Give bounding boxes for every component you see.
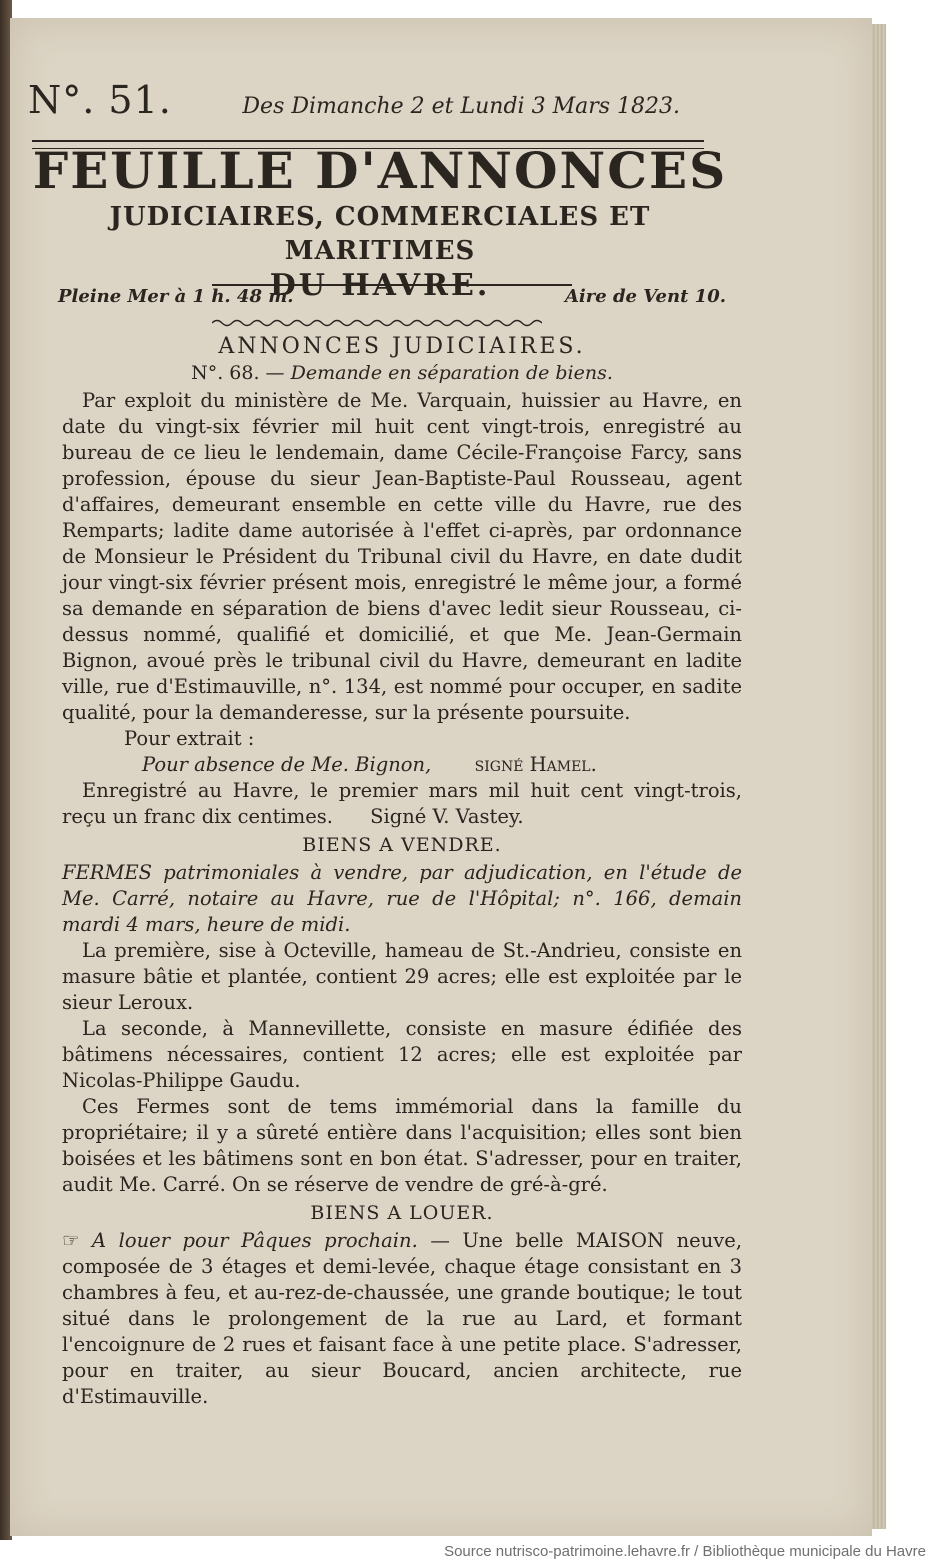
enregistre-text: Enregistré au Havre, le premier mars mil huit cent vingt-trois, reçu un franc dix centimes. bbox=[62, 779, 742, 828]
signe-hamel: signé Hamel. bbox=[474, 753, 597, 776]
vendre-para-1: La première, sise à Octeville, hameau de St.-Andrieu, consiste en masure bâtie et plantée, contient 29 acres; elle est exploitée par le sieur Leroux. bbox=[62, 939, 742, 1014]
signature-line bbox=[62, 752, 742, 778]
section-title-louer: BIENS A LOUER. bbox=[310, 1202, 494, 1224]
issue-number: N°. 51. bbox=[28, 78, 172, 122]
page-edges bbox=[872, 24, 886, 1529]
wind-direction: Aire de Vent 10. bbox=[564, 286, 726, 307]
masthead-title: FEUILLE D'ANNONCES bbox=[32, 141, 728, 200]
masthead-city: DU HAVRE. bbox=[269, 268, 491, 303]
louer-lead: A louer pour Pâques prochain. bbox=[92, 1229, 418, 1252]
vendre-para-2: La seconde, à Mannevillette, consiste en masure édifiée des bâtimens nécessaires, contient 12 acres; elle est exploitée par Nicolas-Philippe Gaudu. bbox=[62, 1017, 742, 1092]
vendre-para-3: Ces Fermes sont de tems immémorial dans la famille du propriétaire; il y a sûreté entière dans l'acquisition; elles sont bien boisées et les bâtimens sont en bon état. S'adresser, pour en traiter, audit Me. Carré. On se réserve de vendre de gré-à-gré. bbox=[62, 1095, 742, 1196]
pointing-hand-icon: ☞ bbox=[62, 1229, 80, 1252]
notice-body: Par exploit du ministère de Me. Varquain, huissier au Havre, en date du vingt-six février mil huit cent vingt-trois, enregistré au bureau de ce lieu le lendemain, dame Cécile-Françoise Farcy, sans profession, épouse du sieur Jean-Baptiste-Paul Rousseau, agent d'affaires, demeurant ensemble en cette ville du Havre, rue des Remparts; ladite dame autorisée à l'effet ci-après, par ordonnance de Monsieur le Président du Tribunal civil du Havre, en date dudit jour vingt-six février présent mois, enregistré le même jour, a formé sa demande en séparation de biens d'avec ledit sieur Rousseau, ci-dessus nommé, qualifié et domicilié, et que Me. Jean-Germain Bignon, avoué près le tribunal civil du Havre, demeurant en ladite ville, rue d'Estimauville, n°. 134, est nommé pour occuper, en sadite qualité, pour la demanderesse, sur la présente poursuite. bbox=[62, 389, 742, 724]
issue-header bbox=[28, 78, 688, 122]
vendre-lead: FERMES patrimoniales à vendre, par adjudication, en l'étude de Me. Carré, notaire au Havre, rue de l'Hôpital; n°. 166, demain mardi 4 mars, heure de midi. bbox=[62, 861, 742, 936]
notice-number: N°. 68. — bbox=[191, 362, 285, 384]
louer-body bbox=[62, 1228, 742, 1410]
louer-text: — Une belle MAISON neuve, composée de 3 étages et demi-levée, chaque étage consistant en 3 chambres à feu, et au-rez-de-chaussée, une grande boutique; le tout situé dans le prolongement de la rue au Lard, et formant l'encoignure de 2 rues et faisant face à une petite place. S'adresser, pour en traiter, au sieur Boucard, ancien architecte, rue d'Estimauville. bbox=[62, 1229, 743, 1408]
notice-title: Demande en séparation de biens. bbox=[290, 362, 613, 384]
source-credit: Source nutrisco-patrimoine.lehavre.fr / Bibliothèque municipale du Havre bbox=[444, 1543, 926, 1560]
page-body bbox=[62, 334, 742, 1410]
notice-heading bbox=[62, 360, 742, 386]
pour-extrait: Pour extrait : bbox=[124, 727, 255, 750]
masthead bbox=[30, 142, 730, 304]
issue-date: Des Dimanche 2 et Lundi 3 Mars 1823. bbox=[242, 94, 680, 119]
signe-vastey: Signé V. Vastey. bbox=[370, 805, 524, 828]
section-title-vendre: BIENS A VENDRE. bbox=[302, 834, 502, 856]
ornamental-rule bbox=[212, 318, 542, 328]
tide-info bbox=[58, 286, 726, 307]
section-title-annonces: ANNONCES JUDICIAIRES. bbox=[218, 334, 586, 359]
enregistrement bbox=[62, 778, 742, 830]
high-tide: Pleine Mer à 1 h. 48 m. bbox=[58, 286, 294, 307]
absence-note: Pour absence de Me. Bignon, bbox=[142, 753, 432, 776]
masthead-subtitle: JUDICIAIRES, COMMERCIALES ET MARITIMES bbox=[109, 202, 651, 266]
